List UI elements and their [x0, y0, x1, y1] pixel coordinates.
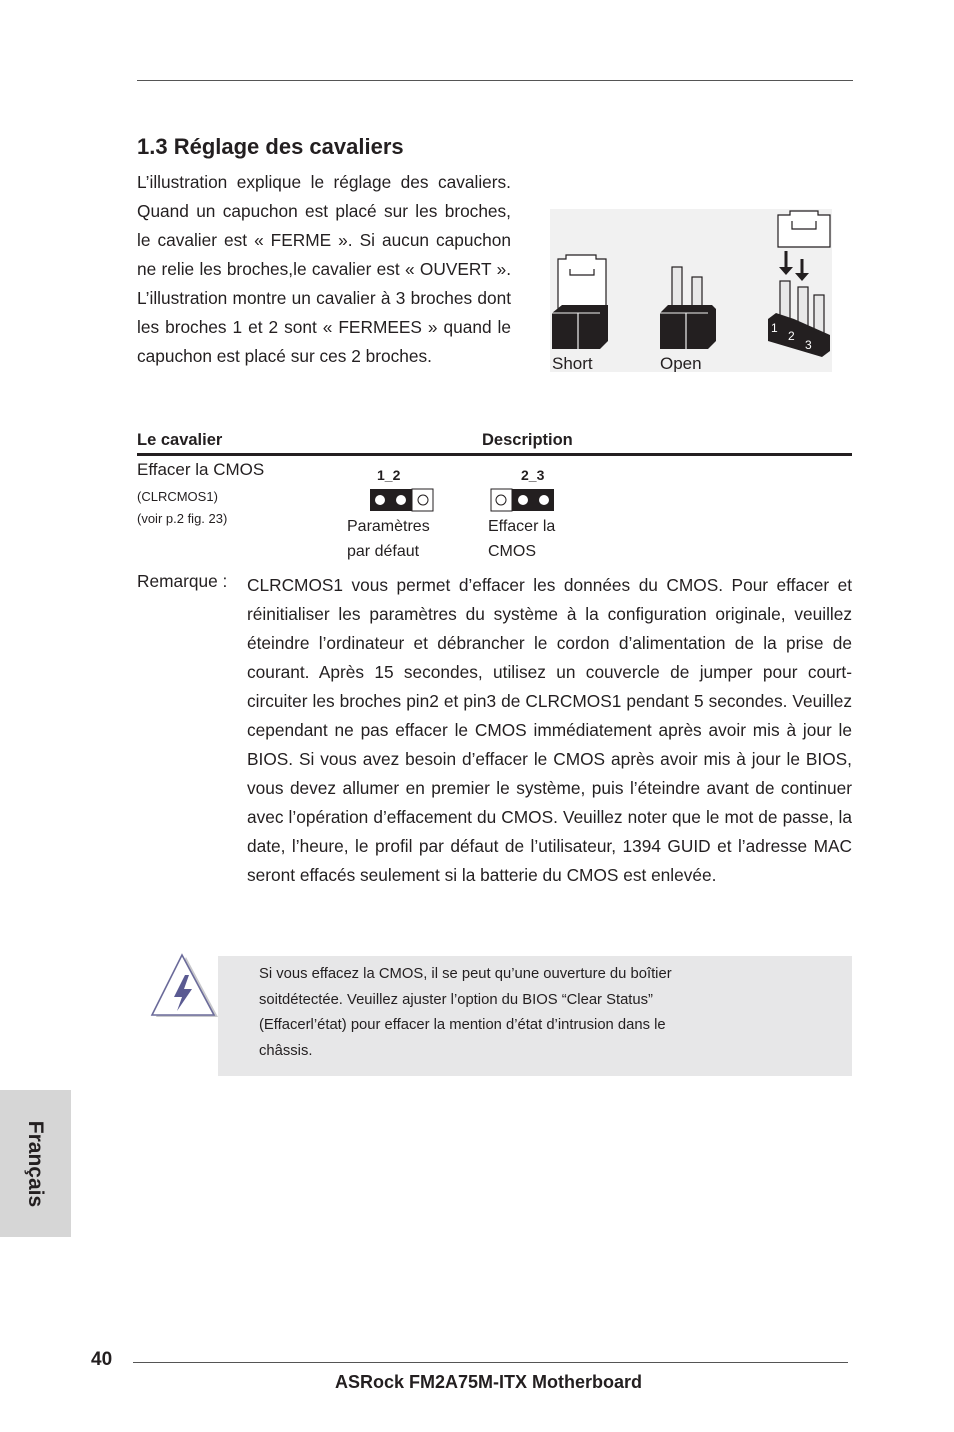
note-line-1: Si vous effacez la CMOS, il se peut qu’une ouverture du boîtier [259, 966, 672, 982]
pin-2-label: 2 [788, 329, 795, 343]
remark-label: Remarque : [137, 571, 228, 591]
jumper-name: Effacer la CMOS [137, 460, 265, 479]
intro-paragraph: L’illustration explique le réglage des cavaliers. Quand un capuchon est placé sur les broches, le cavalier est « FERME ». Si aucun capuchon ne relie les broches,le cavalier est « OUVERT ». L’illustration montre un cavalier à 3 broches dont les broches 1 et 2 sont « FERMEES » quand le capuchon est placé sur ces 2 broches. [137, 172, 511, 366]
short-label: Short [552, 354, 593, 372]
short-jumper-graphic [552, 255, 608, 349]
note-line-2: soitdétectée. Veuillez ajuster l’option du BIOS “Clear Status” [259, 991, 653, 1008]
option-2-label: 2_3 [521, 467, 545, 483]
note-line-4: châssis. [259, 1042, 313, 1059]
jumper-pins-1-2-icon [369, 488, 435, 512]
jumper-illustration [550, 209, 832, 372]
section-title: 1.3 Réglage des cavaliers [137, 134, 404, 159]
table-header-description: Description [482, 431, 573, 449]
pin-3-label: 3 [805, 338, 812, 352]
footer-title: ASRock FM2A75M-ITX Motherboard [335, 1372, 643, 1392]
table-header-jumper: Le cavalier [137, 431, 223, 449]
pin-1-label: 1 [771, 321, 778, 335]
page-number: 40 [91, 1349, 113, 1370]
jumper-id: (CLRCMOS1) [137, 489, 218, 504]
footer-rule [133, 1362, 848, 1363]
option-1-caption-line1: Paramètres [347, 518, 430, 535]
option-1-label: 1_2 [377, 467, 401, 483]
option-2-caption-line2: CMOS [488, 543, 536, 560]
jumper-reference: (voir p.2 fig. 23) [137, 511, 228, 526]
language-tab-label: Français [24, 1120, 48, 1207]
remark-text: CLRCMOS1 vous permet d’effacer les données du CMOS. Pour effacer et réinitialiser les paramètres du système à la configuration originale, veuillez éteindre l’ordinateur et débrancher le cordon d’alimentation de la prise de courant. Après 15 secondes, utilisez un couvercle de jumper pour court-circuiter les broches pin2 et pin3 de CLRCMOS1 pendant 5 secondes. Veuillez cependant ne pas effacer le CMOS immédiatement après avoir mis à jour le BIOS. Si vous avez besoin d’effacer le CMOS après avoir mis à jour le BIOS, vous devez allumer en premier le système, puis l’éteindre avant de continuer avec l’opération d’effacement du CMOS. Veuillez noter que le mot de passe, la date, l’heure, le profil par défaut de l’utilisateur, 1394 GUID et l’adresse MAC seront effacés seulement si la batterie du CMOS est enlevée. [247, 575, 852, 885]
header-rule [137, 80, 853, 81]
open-label: Open [660, 354, 702, 372]
note-text [259, 962, 729, 1064]
jumper-pins-2-3-icon [490, 488, 556, 512]
option-2-caption-line1: Effacer la [488, 518, 556, 535]
table-header-rule [137, 453, 852, 456]
option-1-caption-line2: par défaut [347, 543, 420, 560]
warning-icon [150, 953, 220, 1019]
note-line-3: (Effacerl’état) pour effacer la mention d’état d’intrusion dans le [259, 1017, 666, 1033]
